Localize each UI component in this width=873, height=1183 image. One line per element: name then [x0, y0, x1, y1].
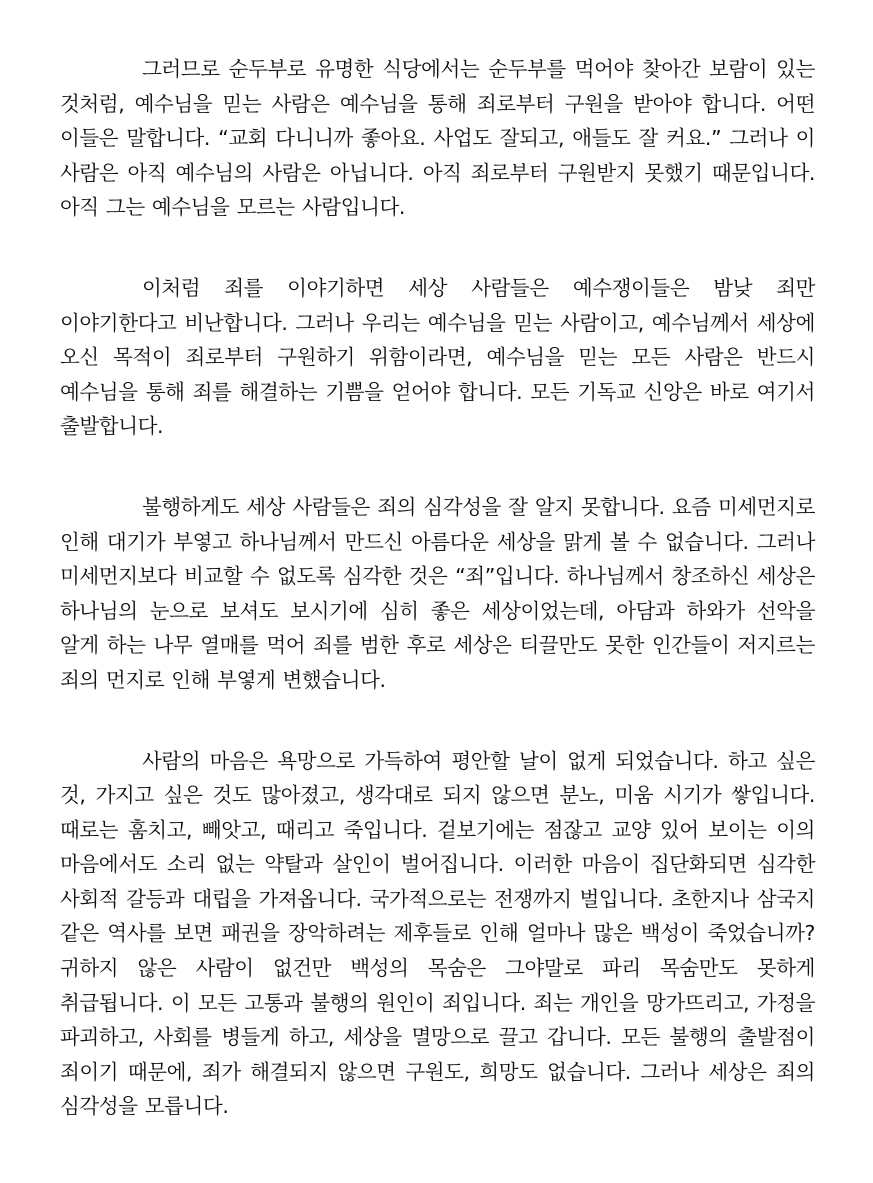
paragraph-1: 그러므로 순두부로 유명한 식당에서는 순두부를 먹어야 찾아간 보람이 있는 것처럼, 예수님을 믿는 사람은 예수님을 통해 죄로부터 구원을 받아야 합니다. 어떤 이들은 말합니다. “교회 다니니까 좋아요. 사업도 잘되고, 애들도 잘 커요.” 그러나 이 사람은 아직 예수님의 사람은 아닙니다. 아직 죄로부터 구원받지 못했기 때문입니다. 아직 그는 예수님을 모르는 사람입니다.: [60, 57, 815, 220]
paragraph-2: 이처럼 죄를 이야기하면 세상 사람들은 예수쟁이들은 밤낮 죄만 이야기한다고 비난합니다. 그러나 우리는 예수님을 믿는 사람이고, 예수님께서 세상에 오신 목적이 죄로부터 구원하기 위함이라면, 예수님을 믿는 모든 사람은 반드시 예수님을 통해 죄를 해결하는 기쁨을 얻어야 합니다. 모든 기독교 신앙은 바로 여기서 출발합니다.: [60, 275, 815, 439]
paragraph-3: 불행하게도 세상 사람들은 죄의 심각성을 잘 알지 못합니다. 요즘 미세먼지로 인해 대기가 부옇고 하나님께서 만드신 아름다운 세상을 맑게 볼 수 없습니다. 그러나 미세먼지보다 비교할 수 없도록 심각한 것은 “죄”입니다. 하나님께서 창조하신 세상은 하나님의 눈으로 보셔도 보시기에 심히 좋은 세상이었는데, 아담과 하와가 선악을 알게 하는 나무 열매를 먹어 죄를 범한 후로 세상은 티끌만도 못한 인간들이 저지르는 죄의 먼지로 인해 부옇게 변했습니다.: [60, 494, 815, 692]
paragraph-4: 사람의 마음은 욕망으로 가득하여 평안할 날이 없게 되었습니다. 하고 싶은 것, 가지고 싶은 것도 많아졌고, 생각대로 되지 않으면 분노, 미움 시기가 쌓입니다. 때로는 훔치고, 빼앗고, 때리고 죽입니다. 겉보기에는 점잖고 교양 있어 보이는 이의 마음에서도 소리 없는 약탈과 살인이 벌어집니다. 이러한 마음이 집단화되면 심각한 사회적 갈등과 대립을 가져옵니다. 국가적으로는 전쟁까지 벌입니다. 초한지나 삼국지 같은 역사를 보면 패권을 장악하려는 제후들로 인해 얼마나 많은 백성이 죽었습니까? 귀하지 않은 사람이 없건만 백성의 목숨은 그야말로 파리 목숨만도 못하게 취급됩니다. 이 모든 고통과 불행의 원인이 죄입니다. 죄는 개인을 망가뜨리고, 가정을 파괴하고, 사회를 병들게 하고, 세상을 멸망으로 끌고 갑니다. 모든 불행의 출발점이 죄이기 때문에, 죄가 해결되지 않으면 구원도, 희망도 없습니다. 그러나 세상은 죄의 심각성을 모릅니다.: [60, 748, 815, 1119]
